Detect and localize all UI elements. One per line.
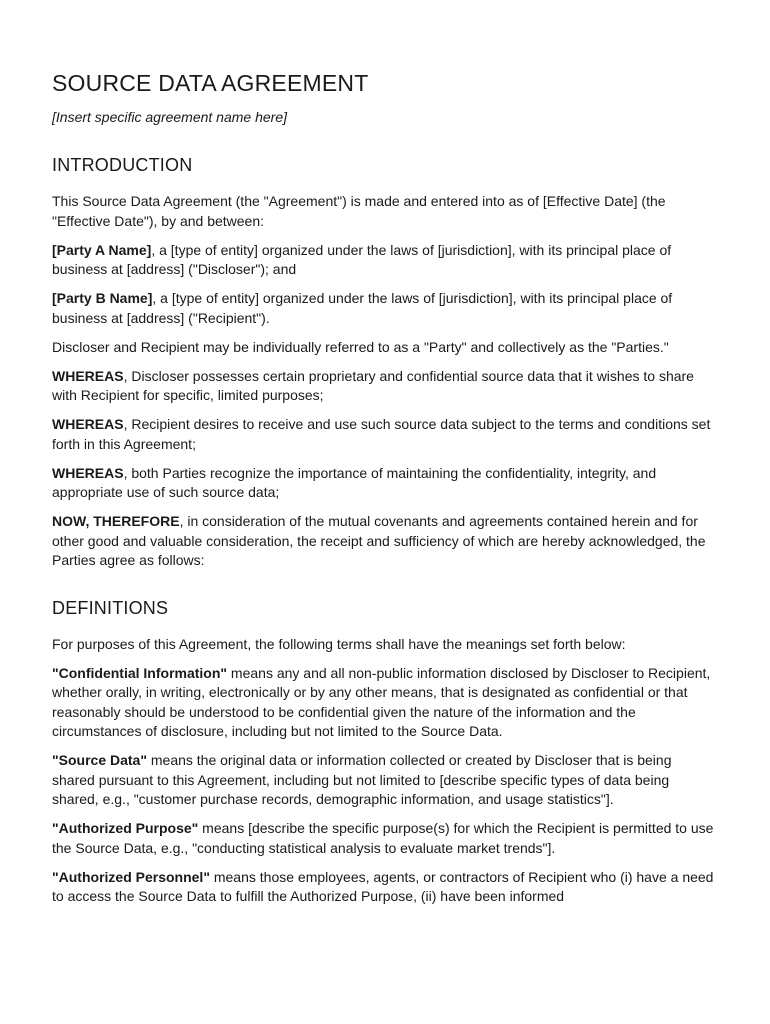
now-therefore-paragraph <box>52 512 718 571</box>
intro-paragraph: This Source Data Agreement (the "Agreement") is made and entered into as of [Effective Date] (the "Effective Date"), by and between: <box>52 193 666 229</box>
whereas-text: , Recipient desires to receive and use such source data subject to the terms and conditions set forth in this Agreement; <box>52 416 711 452</box>
definition-item <box>52 751 718 810</box>
definition-text: means the original data or information collected or created by Discloser that is being shared pursuant to this Agreement, including but not limited to [describe specific types of data being shared, e.g., "customer purchase records, demographic information, and usage statistics"]. <box>52 752 672 807</box>
parties-paragraph: Discloser and Recipient may be individually referred to as a "Party" and collectively as the "Parties." <box>52 338 669 355</box>
now-therefore-label: NOW, THEREFORE <box>52 513 180 529</box>
definition-term: "Authorized Purpose" <box>52 820 199 836</box>
whereas-paragraph-3 <box>52 464 718 503</box>
introduction-heading: INTRODUCTION <box>52 155 193 175</box>
document-title: SOURCE DATA AGREEMENT <box>52 70 369 96</box>
definition-text: means [describe the specific purpose(s) for which the Recipient is permitted to use the Source Data, e.g., "conducting statistical analysis to evaluate market trends"]. <box>52 820 714 856</box>
party-b-text: , a [type of entity] organized under the laws of [jurisdiction], with its principal place of business at [address] ("Recipient"). <box>52 290 673 326</box>
definition-term: "Authorized Personnel" <box>52 868 210 885</box>
definition-term: "Confidential Information" <box>52 664 228 681</box>
agreement-name-placeholder: [Insert specific agreement name here] <box>52 109 288 125</box>
whereas-label: WHEREAS <box>52 367 124 384</box>
party-a-paragraph <box>52 241 718 280</box>
party-b-paragraph <box>52 289 718 328</box>
definition-term: "Source Data" <box>52 752 147 768</box>
whereas-label: WHEREAS <box>52 464 124 481</box>
now-therefore-text: , in consideration of the mutual covenants and agreements contained herein and for other good and valuable consideration, the receipt and sufficiency of which are hereby acknowledged, the Parties agree as follows: <box>52 513 706 568</box>
whereas-text: , Discloser possesses certain proprietary and confidential source data that it wishes to share with Recipient for specific, limited purposes; <box>52 367 694 403</box>
whereas-label: WHEREAS <box>52 416 124 432</box>
whereas-text: , both Parties recognize the importance of maintaining the confidentiality, integrity, and appropriate use of such source data; <box>52 464 657 500</box>
definition-item <box>52 868 718 907</box>
definition-item <box>52 664 718 742</box>
definition-text: means those employees, agents, or contractors of Recipient who (i) have a need to access the Source Data to fulfill the Authorized Purpose, (ii) have been informed <box>52 868 714 904</box>
definition-item <box>52 819 718 858</box>
definitions-intro: For purposes of this Agreement, the following terms shall have the meanings set forth below: <box>52 635 626 652</box>
party-a-text: , a [type of entity] organized under the laws of [jurisdiction], with its principal place of business at [address] ("Discloser"); and <box>52 241 672 277</box>
whereas-paragraph-2 <box>52 415 718 454</box>
party-a-name: [Party A Name] <box>52 241 152 258</box>
definitions-heading: DEFINITIONS <box>52 597 169 618</box>
definition-text: means any and all non-public information disclosed by Discloser to Recipient, whether orally, in writing, electronically or by any other means, that is designated as confidential or that reasonably should be understood to be confidential given the nature of the information and the circumstances of disclosure, including but not limited to the Source Data. <box>52 664 711 739</box>
whereas-paragraph-1 <box>52 367 718 406</box>
party-b-name: [Party B Name] <box>52 290 153 306</box>
